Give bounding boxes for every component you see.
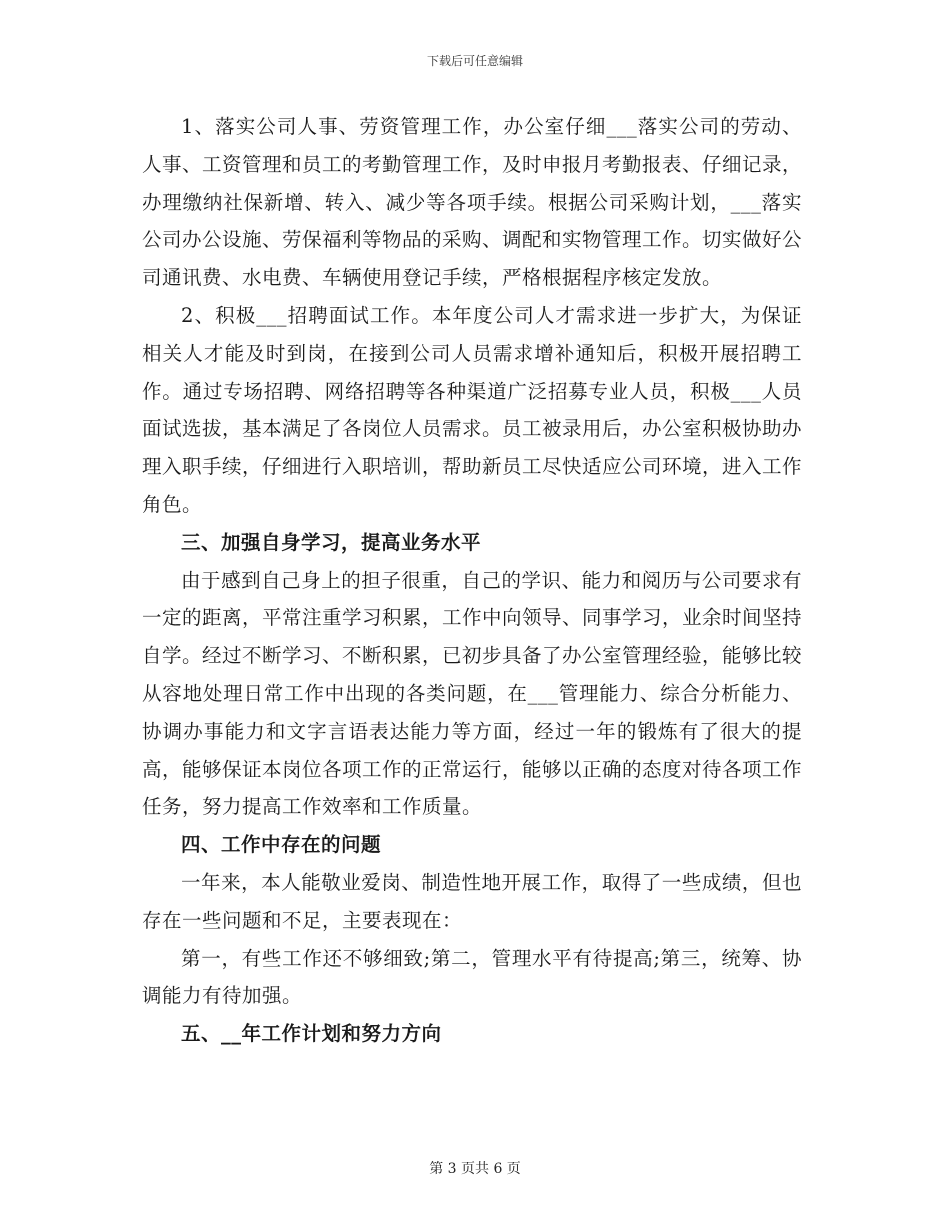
paragraph-recruitment: 2、积极___招聘面试工作。本年度公司人才需求进一步扩大，为保证相关人才能及时到岗，在接到公司人员需求增补通知后，积极开展招聘工作。通过专场招聘、网络招聘等各种渠道广泛招募专业人员，积极___人员面试选拔，基本满足了各岗位人员需求。员工被录用后，办公室积极协助办理入职手续，仔细进行入职培训，帮助新员工尽快适应公司环境，进入工作角色。 xyxy=(142,303,803,516)
paragraph-self-study: 由于感到自己身上的担子很重，自己的学识、能力和阅历与公司要求有一定的距离，平常注重学习积累，工作中向领导、同事学习，业余时间坚持自学。经过不断学习、不断积累，已初步具备了办公室管理经验，能够比较从容地处理日常工作中出现的各类问题，在___管理能力、综合分析能力、协调办事能力和文字言语表达能力等方面，经过一年的锻炼有了很大的提高，能够保证本岗位各项工作的正常运行，能够以正确的态度对待各项工作任务，努力提高工作效率和工作质量。 xyxy=(142,568,803,819)
document-body xyxy=(142,108,802,1053)
page-number-footer: 第 3 页共 6 页 xyxy=(429,1161,521,1177)
section-heading-problems: 四、工作中存在的问题 xyxy=(181,833,382,857)
paragraph-personnel-management: 1、落实公司人事、劳资管理工作，办公室仔细___落实公司的劳动、人事、工资管理和员工的考勤管理工作，及时申报月考勤报表、仔细记录，办理缴纳社保新增、转入、减少等各项手续。根据公司采购计划，___落实公司办公设施、劳保福利等物品的采购、调配和实物管理工作。切实做好公司通讯费、水电费、车辆使用登记手续，严格根据程序核定发放。 xyxy=(142,115,803,290)
section-heading-self-study: 三、加强自身学习，提高业务水平 xyxy=(181,530,482,554)
section-heading-work-plan: 五、__年工作计划和努力方向 xyxy=(181,1022,442,1046)
page-header: 下载后可任意编辑 xyxy=(426,54,523,68)
paragraph-problems-intro: 一年来，本人能敬业爱岗、制造性地开展工作，取得了一些成绩，但也存在一些问题和不足，主要表现在： xyxy=(142,870,802,932)
paragraph-problems-list: 第一，有些工作还不够细致;第二，管理水平有待提高;第三，统筹、协调能力有待加强。 xyxy=(142,946,802,1008)
